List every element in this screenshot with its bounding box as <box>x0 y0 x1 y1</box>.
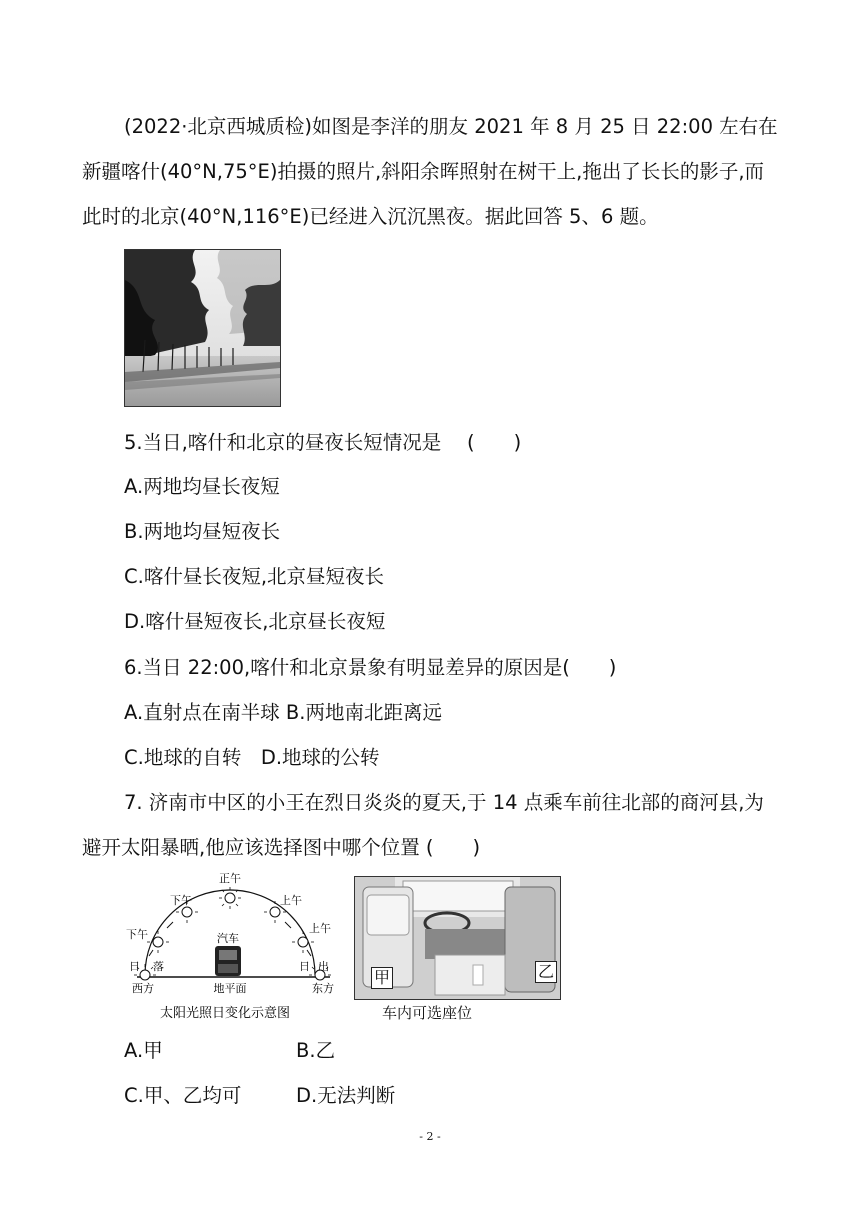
page-number: - 2 - <box>419 1130 441 1143</box>
label-car: 汽车 <box>217 932 239 945</box>
label-east: 东方 <box>312 982 334 995</box>
q5-option-b: B.两地均昼短夜长 <box>124 520 281 543</box>
kashgar-tree-photo <box>124 249 281 407</box>
car-icon <box>215 946 241 976</box>
q7-option-b: B.乙 <box>296 1039 336 1062</box>
q6-stem: 6.当日 22:00,喀什和北京景象有明显差异的原因是( ) <box>124 656 617 679</box>
bus-interior-photo <box>354 876 561 1000</box>
q7-option-c: C.甲、乙均可 <box>124 1084 242 1107</box>
intro-line-3: 此时的北京(40°N,116°E)已经进入沉沉黑夜。据此回答 5、6 题。 <box>82 205 659 228</box>
q5-stem: 5.当日,喀什和北京的昼夜长短情况是 ( ) <box>124 431 522 454</box>
label-afternoon-lower: 下午 <box>126 928 148 941</box>
seat-label-jia: 甲 <box>371 967 393 989</box>
label-west: 西方 <box>132 982 154 995</box>
label-horizon: 地平面 <box>213 982 247 995</box>
intro-line-1: (2022·北京西城质检)如图是李洋的朋友 2021 年 8 月 25 日 22:00 左右在 <box>124 115 778 138</box>
intro-line-2: 新疆喀什(40°N,75°E)拍摄的照片,斜阳余晖照射在树干上,拖出了长长的影子,而 <box>82 160 765 183</box>
q6-options-ab: A.直射点在南半球 B.两地南北距离远 <box>124 701 442 724</box>
q7-stem-line-2: 避开太阳暴晒,他应该选择图中哪个位置 ( ) <box>82 836 481 859</box>
label-noon: 正午 <box>219 872 241 885</box>
q7-stem-line-1: 7. 济南市中区的小王在烈日炎炎的夏天,于 14 点乘车前往北部的商河县,为 <box>124 791 764 814</box>
arrow-icon <box>167 922 173 928</box>
arrow-icon <box>307 950 311 956</box>
tree-shadow-illustration <box>125 250 280 406</box>
label-sunset-2: 落 <box>153 960 164 973</box>
label-sunrise-1: 日 <box>299 960 310 973</box>
diagram-caption: 太阳光照日变化示意图 <box>159 1006 291 1021</box>
arrow-icon <box>285 922 291 928</box>
seat-label-yi: 乙 <box>535 961 557 983</box>
sun-icon-afternoon-lower <box>147 931 169 953</box>
q5-option-d: D.喀什昼短夜长,北京昼长夜短 <box>124 610 386 633</box>
label-afternoon-upper: 下午 <box>170 894 192 907</box>
bus-photo-caption: 车内可选座位 <box>382 1004 473 1022</box>
q7-option-d: D.无法判断 <box>296 1084 396 1107</box>
q5-option-c: C.喀什昼长夜短,北京昼短夜长 <box>124 565 385 588</box>
q6-options-cd: C.地球的自转 D.地球的公转 <box>124 746 380 769</box>
q5-option-a: A.两地均昼长夜短 <box>124 475 280 498</box>
q7-option-a: A.甲 <box>124 1039 163 1062</box>
label-morning-upper: 上午 <box>280 894 302 907</box>
label-sunset-1: 日 <box>129 960 140 973</box>
label-sunrise-2: 出 <box>318 960 329 973</box>
arrow-icon <box>149 950 153 956</box>
label-morning-lower: 上午 <box>309 922 331 935</box>
sun-path-diagram <box>115 872 345 1027</box>
